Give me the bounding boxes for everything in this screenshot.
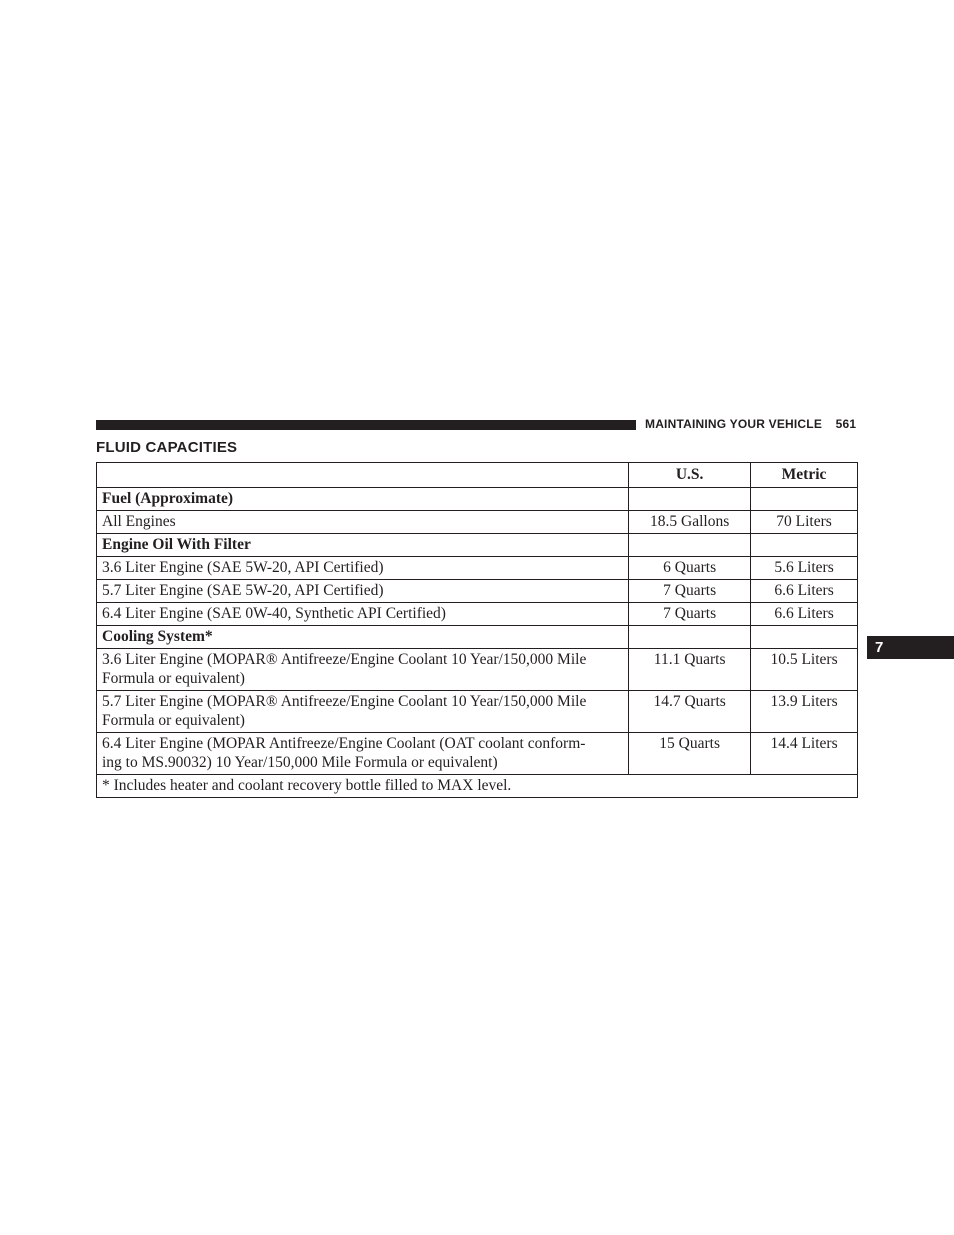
row-label-line: 5.7 Liter Engine (MOPAR® Antifreeze/Engine Coolant 10 Year/150,000 Mile bbox=[102, 693, 587, 710]
row-label: 3.6 Liter Engine (SAE 5W-20, API Certified) bbox=[97, 557, 629, 580]
row-label: 5.7 Liter Engine (SAE 5W-20, API Certified) bbox=[97, 580, 629, 603]
us-value: 7 Quarts bbox=[629, 603, 751, 626]
metric-value: 6.6 Liters bbox=[751, 580, 858, 603]
column-header-item bbox=[97, 463, 629, 488]
row-label bbox=[97, 649, 629, 691]
footnote: * Includes heater and coolant recovery bottle filled to MAX level. bbox=[97, 775, 858, 798]
table-row bbox=[97, 511, 858, 534]
us-value: 11.1 Quarts bbox=[629, 649, 751, 691]
group-row-cooling-system bbox=[97, 626, 858, 649]
column-header-metric: Metric bbox=[751, 463, 858, 488]
header-section-title: MAINTAINING YOUR VEHICLE bbox=[645, 417, 823, 431]
table-row bbox=[97, 649, 858, 691]
table-row bbox=[97, 603, 858, 626]
row-label bbox=[97, 691, 629, 733]
empty-cell bbox=[751, 626, 858, 649]
metric-value: 10.5 Liters bbox=[751, 649, 858, 691]
metric-value: 70 Liters bbox=[751, 511, 858, 534]
row-label: 6.4 Liter Engine (SAE 0W-40, Synthetic API Certified) bbox=[97, 603, 629, 626]
group-row-engine-oil bbox=[97, 534, 858, 557]
fluid-capacities-table bbox=[96, 462, 858, 798]
us-value: 7 Quarts bbox=[629, 580, 751, 603]
empty-cell bbox=[751, 488, 858, 511]
running-header bbox=[645, 417, 856, 431]
metric-value: 5.6 Liters bbox=[751, 557, 858, 580]
us-value: 14.7 Quarts bbox=[629, 691, 751, 733]
footnote-row bbox=[97, 775, 858, 798]
empty-cell bbox=[751, 534, 858, 557]
table-row bbox=[97, 733, 858, 775]
table-header-row bbox=[97, 463, 858, 488]
us-value: 6 Quarts bbox=[629, 557, 751, 580]
group-label: Engine Oil With Filter bbox=[97, 534, 629, 557]
metric-value: 13.9 Liters bbox=[751, 691, 858, 733]
table-row bbox=[97, 691, 858, 733]
row-label-line: 3.6 Liter Engine (MOPAR® Antifreeze/Engine Coolant 10 Year/150,000 Mile bbox=[102, 651, 587, 668]
row-label-line: Formula or equivalent) bbox=[102, 670, 245, 687]
row-label bbox=[97, 733, 629, 775]
row-label-line: Formula or equivalent) bbox=[102, 712, 245, 729]
group-label: Fuel (Approximate) bbox=[97, 488, 629, 511]
empty-cell bbox=[629, 534, 751, 557]
header-rule bbox=[96, 420, 636, 430]
table-row bbox=[97, 580, 858, 603]
row-label-line: 6.4 Liter Engine (MOPAR Antifreeze/Engine Coolant (OAT coolant conform- bbox=[102, 735, 586, 752]
column-header-us: U.S. bbox=[629, 463, 751, 488]
chapter-tab: 7 bbox=[867, 636, 954, 659]
row-label-line: ing to MS.90032) 10 Year/150,000 Mile Formula or equivalent) bbox=[102, 754, 498, 771]
empty-cell bbox=[629, 626, 751, 649]
section-title: FLUID CAPACITIES bbox=[96, 439, 238, 456]
row-label: All Engines bbox=[97, 511, 629, 534]
metric-value: 6.6 Liters bbox=[751, 603, 858, 626]
metric-value: 14.4 Liters bbox=[751, 733, 858, 775]
group-row-fuel bbox=[97, 488, 858, 511]
page-number: 561 bbox=[835, 417, 857, 431]
us-value: 15 Quarts bbox=[629, 733, 751, 775]
table-row bbox=[97, 557, 858, 580]
us-value: 18.5 Gallons bbox=[629, 511, 751, 534]
empty-cell bbox=[629, 488, 751, 511]
group-label: Cooling System* bbox=[97, 626, 629, 649]
